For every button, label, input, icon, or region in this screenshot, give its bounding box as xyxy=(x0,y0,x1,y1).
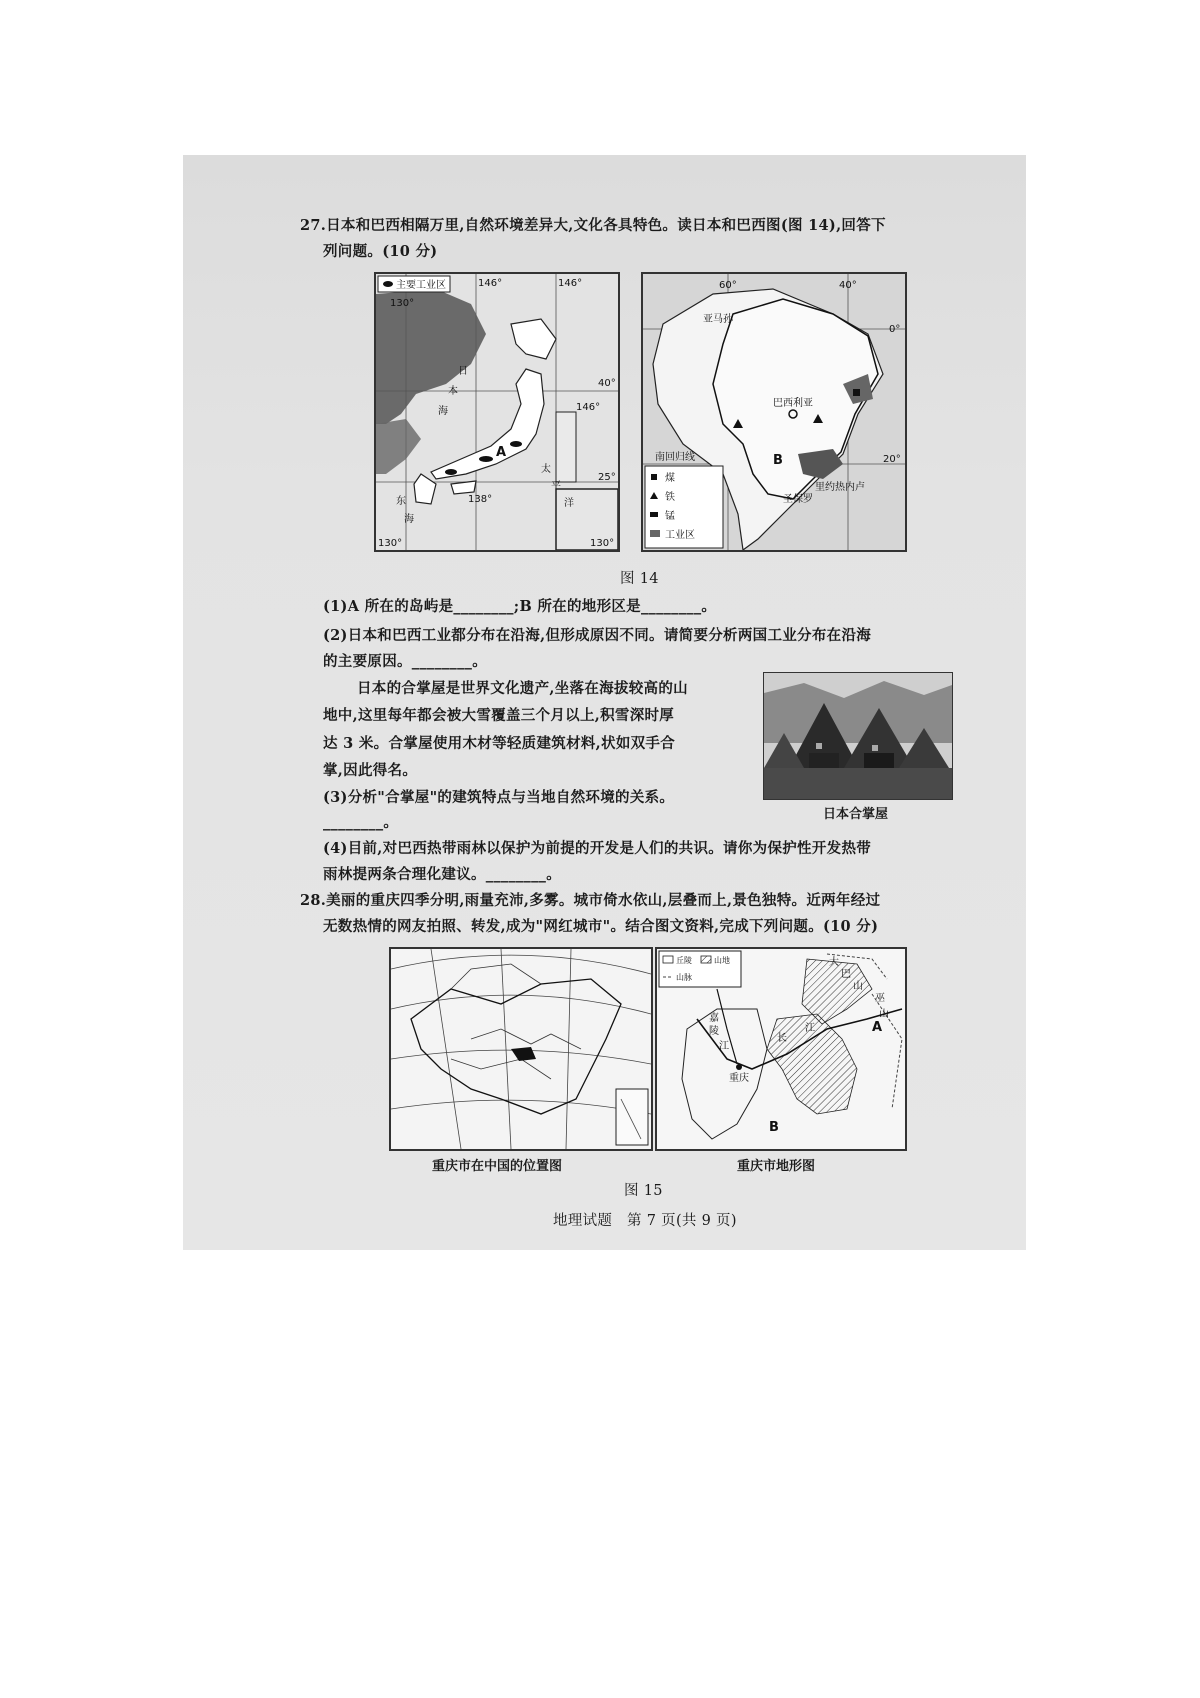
q27-para-line2: 地中,这里每年都会被大雪覆盖三个月以上,积雪深时厚 xyxy=(323,707,675,724)
legend-iron: 铁 xyxy=(665,492,675,503)
place-rio: 里约热内卢 xyxy=(815,482,865,493)
q27-sub4-line2: 雨林提两条合理化建议。________。 xyxy=(323,866,561,883)
ocean-name-char: 洋 xyxy=(564,498,574,509)
ocean-name-char: 平 xyxy=(551,481,561,492)
mountain-char: 巴 xyxy=(841,969,851,980)
japan-lon-label: 146° xyxy=(478,278,503,289)
japan-lat-label: 146° xyxy=(576,402,601,413)
place-tropic: 南回归线 xyxy=(655,452,695,463)
river-char: 江 xyxy=(805,1023,815,1034)
legend-manganese: 锰 xyxy=(665,511,675,522)
point-b-label: B xyxy=(769,1120,779,1135)
river-char: 陵 xyxy=(709,1026,719,1037)
japan-lon-label: 138° xyxy=(468,494,493,505)
mountain-char: 山 xyxy=(879,1009,889,1020)
japan-lon-label: 130° xyxy=(378,538,403,549)
brazil-lon-label: 40° xyxy=(839,280,857,291)
sea-name-char: 日 xyxy=(458,366,468,377)
legend-range: 山脉 xyxy=(676,973,692,982)
legend-industrial: 工业区 xyxy=(665,530,695,541)
q27-sub1: (1)A 所在的岛屿是________;B 所在的地形区是________。 xyxy=(323,598,717,615)
q27-stem-line1: 27.日本和巴西相隔万里,自然环境差异大,文化各具特色。读日本和巴西图(图 14),回答下 xyxy=(300,217,886,234)
q27-sub3-blank: ________。 xyxy=(323,814,399,831)
q27-para-line4: 掌,因此得名。 xyxy=(323,762,418,779)
place-brasilia: 巴西利亚 xyxy=(773,398,813,409)
page-footer: 地理试题 第 7 页(共 9 页) xyxy=(553,1213,737,1229)
brazil-map xyxy=(641,272,907,552)
river-char: 江 xyxy=(719,1041,729,1052)
figure-14-caption: 图 14 xyxy=(620,571,659,587)
place-amazon: 亚马孙 xyxy=(703,314,733,325)
legend-hills: 丘陵 xyxy=(676,956,692,965)
q27-stem-line2: 列问题。(10 分) xyxy=(323,243,438,260)
q27-para-line3: 达 3 米。合掌屋使用木材等轻质建筑材料,状如双手合 xyxy=(323,735,676,752)
figure-15-caption: 图 15 xyxy=(624,1183,663,1199)
point-b-label: B xyxy=(773,453,783,468)
japan-legend: 主要工业区 xyxy=(396,280,446,291)
q27-sub4-line1: (4)目前,对巴西热带雨林以保护为前提的开发是人们的共识。请你为保护性开发热带 xyxy=(323,840,872,857)
brazil-lat-label: 0° xyxy=(889,324,901,335)
q27-sub2-line1: (2)日本和巴西工业都分布在沿海,但形成原因不同。请简要分析两国工业分布在沿海 xyxy=(323,627,872,644)
japan-lat-label: 25° xyxy=(598,472,616,483)
mountain-char: 大 xyxy=(829,957,839,968)
river-char: 嘉 xyxy=(709,1013,719,1024)
point-a-label: A xyxy=(496,445,507,460)
legend-coal: 煤 xyxy=(665,473,675,484)
city-chongqing: 重庆 xyxy=(729,1073,749,1084)
gassho-house-photo xyxy=(763,672,953,800)
japan-lon-label: 130° xyxy=(390,298,415,309)
q27-sub2-line2: 的主要原因。________。 xyxy=(323,653,487,670)
chongqing-terrain-map xyxy=(655,947,907,1151)
sea-name-char: 海 xyxy=(438,406,448,417)
japan-lat-label: 40° xyxy=(598,378,616,389)
place-sao-paulo: 圣保罗 xyxy=(783,494,813,505)
japan-lon-label: 130° xyxy=(590,538,615,549)
japan-map xyxy=(374,272,620,552)
mountain-char: 山 xyxy=(853,981,863,992)
japan-lon-label: 146° xyxy=(558,278,583,289)
q28-stem-line2: 无数热情的网友拍照、转发,成为"网红城市"。结合图文资料,完成下列问题。(10 分) xyxy=(323,918,879,935)
q28-stem-line1: 28.美丽的重庆四季分明,雨量充沛,多雾。城市倚水依山,层叠而上,景色独特。近两年经过 xyxy=(300,892,881,909)
photo-caption: 日本合掌屋 xyxy=(823,807,889,822)
legend-mountains: 山地 xyxy=(714,956,730,965)
brazil-lon-label: 60° xyxy=(719,280,737,291)
ocean-name-char: 太 xyxy=(541,464,551,475)
q27-para-line1: 日本的合掌屋是世界文化遗产,坐落在海拔较高的山 xyxy=(357,680,688,697)
terrain-map-caption: 重庆市地形图 xyxy=(737,1159,816,1174)
mountain-char: 巫 xyxy=(875,993,885,1004)
china-location-map xyxy=(389,947,653,1151)
q27-sub3: (3)分析"合掌屋"的建筑特点与当地自然环境的关系。 xyxy=(323,789,675,806)
brazil-lat-label: 20° xyxy=(883,454,901,465)
china-map-caption: 重庆市在中国的位置图 xyxy=(432,1159,563,1174)
sea-name-char: 海 xyxy=(404,514,414,525)
river-char: 长 xyxy=(777,1033,787,1044)
sea-name-char: 东 xyxy=(396,496,406,507)
point-a-label: A xyxy=(872,1020,883,1035)
sea-name-char: 本 xyxy=(448,386,458,397)
